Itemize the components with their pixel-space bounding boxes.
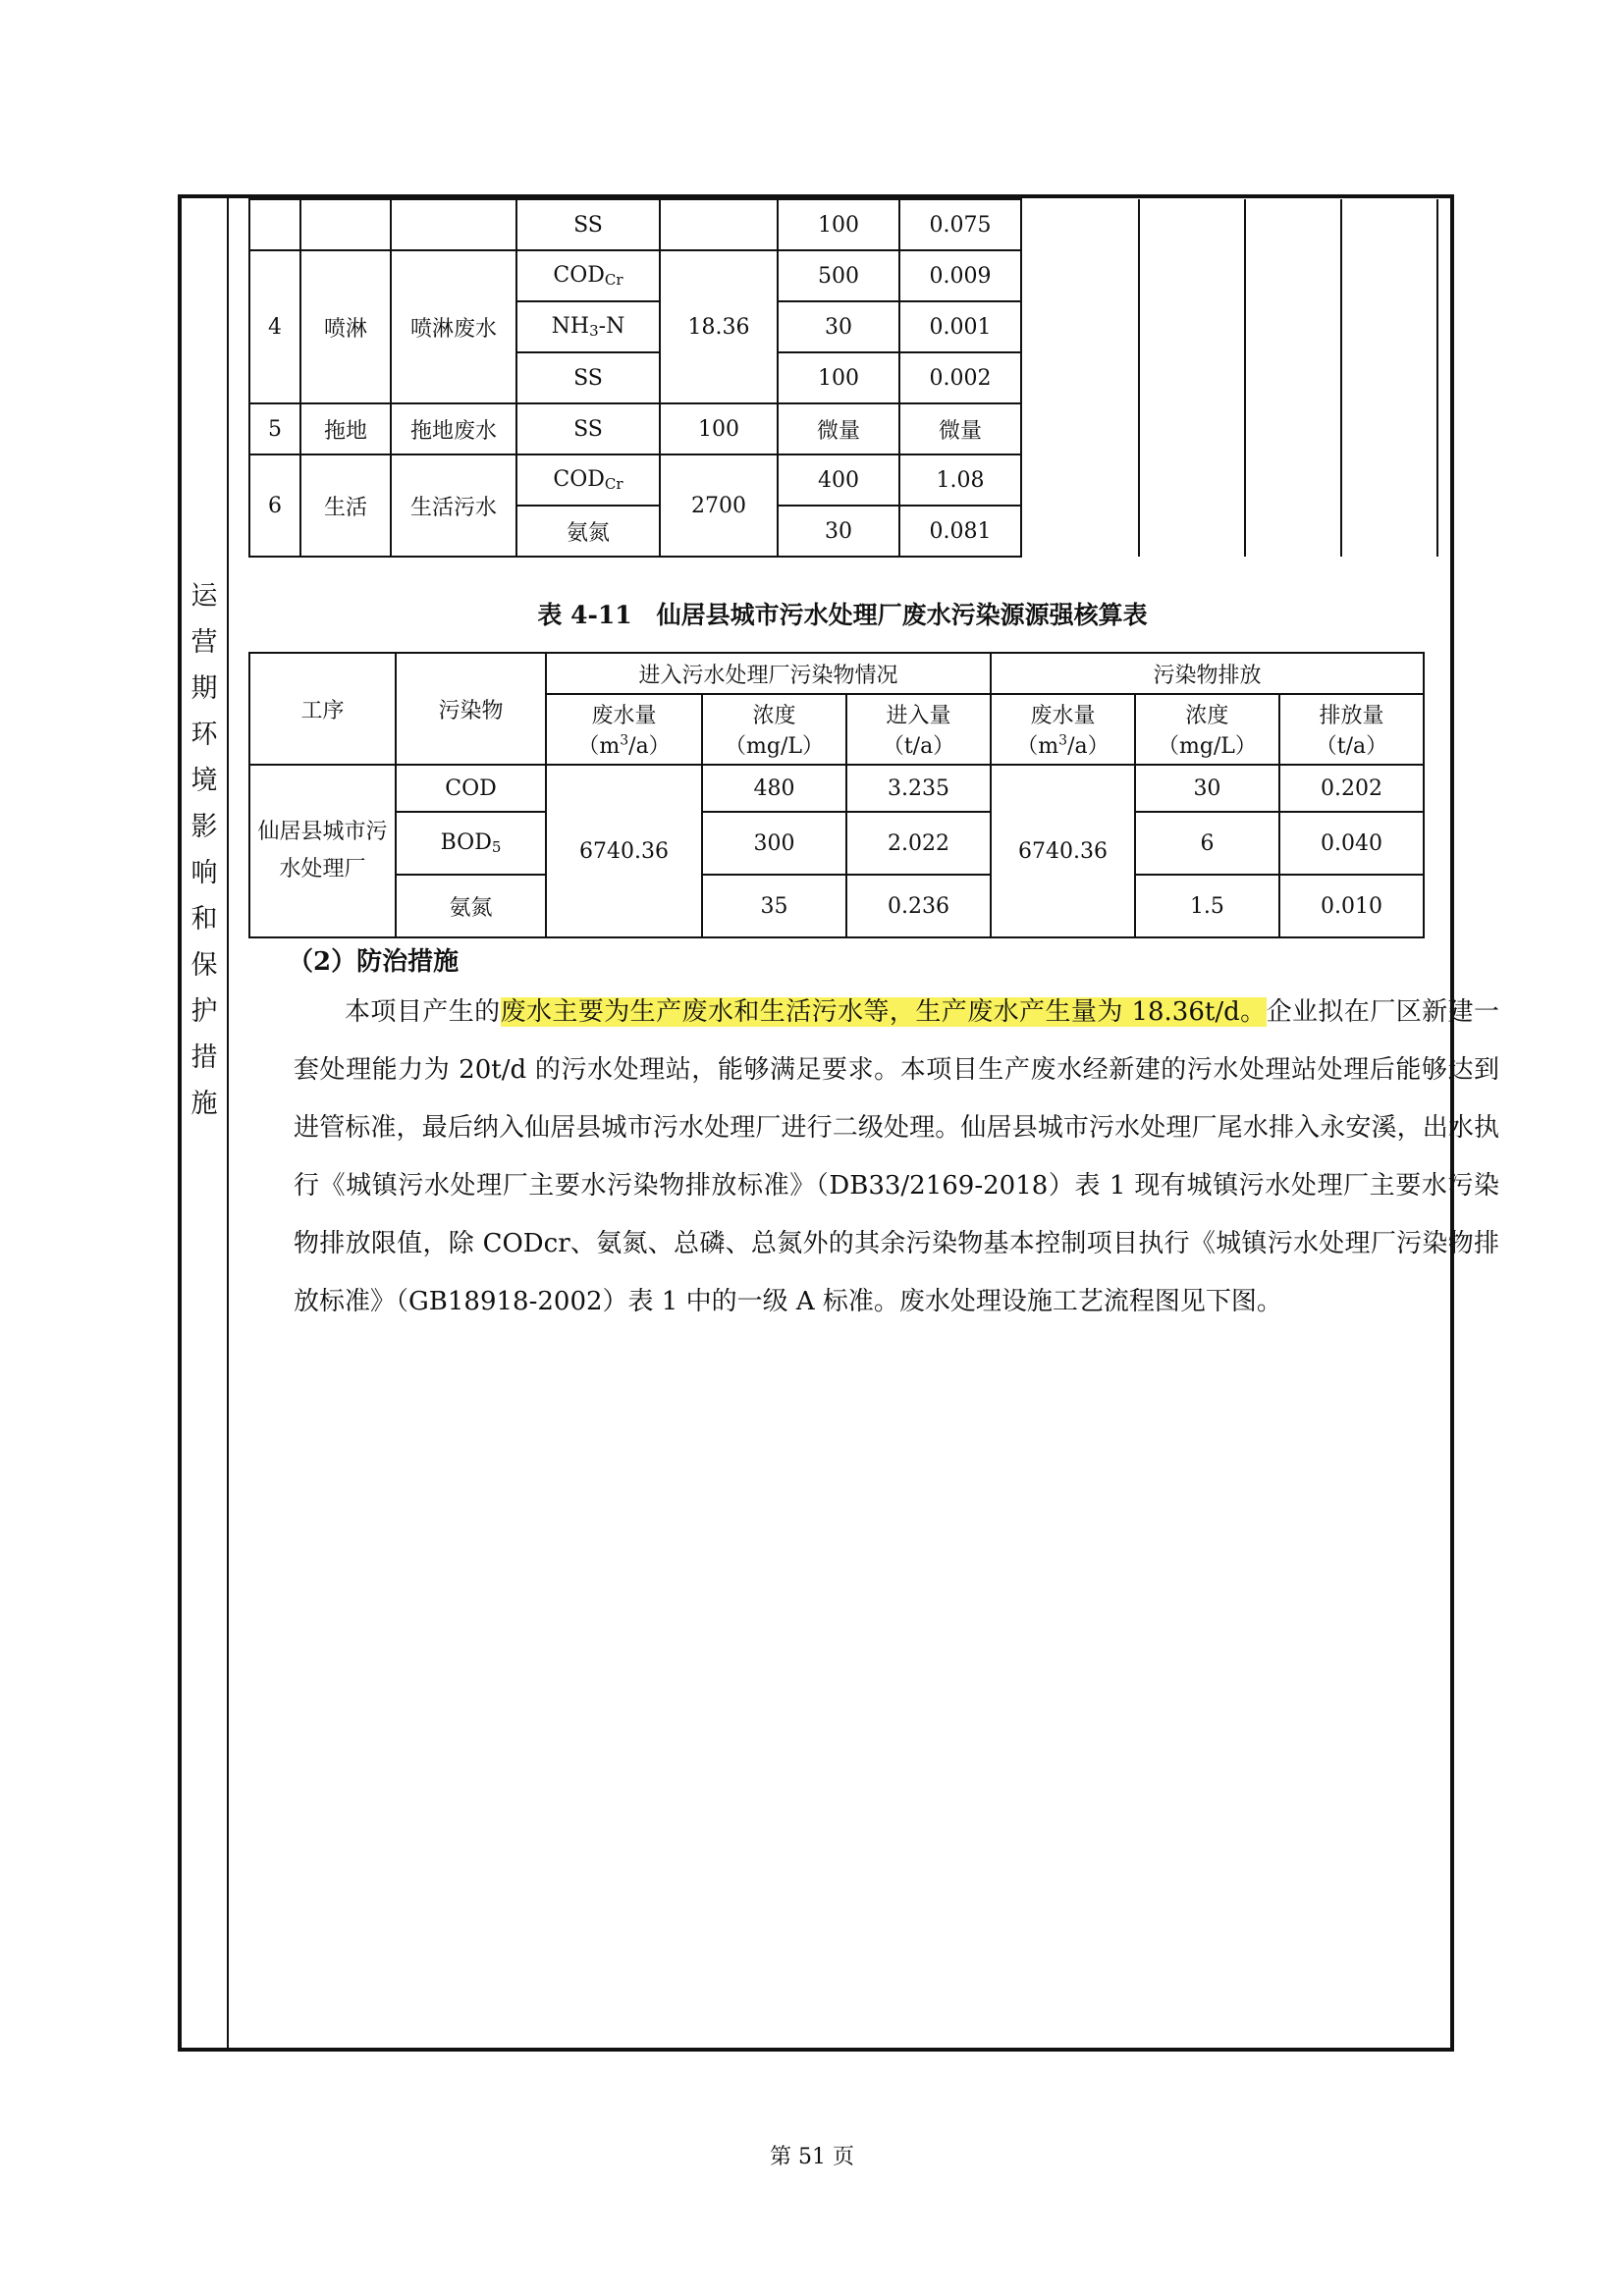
unit-text: （m [1016,734,1059,759]
cell [516,250,660,301]
pollutant-sub: 3 [589,322,599,340]
unit-sup: 3 [1058,732,1068,749]
unit-text: （m [577,734,621,759]
cell: 30 [778,301,899,352]
side-char: 期 [190,673,218,704]
wastewater-source-table [248,198,1438,558]
header-cell [1135,694,1279,765]
pollutant-sub: Cr [604,475,623,493]
unit-text: （t/a） [1315,734,1388,759]
header-text: 排放量 [1319,704,1384,728]
pollutant-sub: Cr [604,271,623,289]
cell: COD [396,765,546,812]
cell: 6740.36 [991,765,1135,937]
cell: 35 [702,875,846,937]
cell: 0.040 [1279,812,1424,875]
cell: 2700 [660,454,778,557]
cell [1139,199,1245,557]
cell: 400 [778,454,899,506]
header-cell [702,694,846,765]
cell: 氨氮 [516,506,660,557]
header-cell [991,694,1135,765]
pollutant-text: NH [551,314,590,339]
side-char: 保 [190,950,218,981]
cell [516,301,660,352]
cell: 6 [1135,812,1279,875]
header-cell [846,694,991,765]
header-cell: 进入污水处理厂污染物情况 [546,653,991,694]
cell: 0.010 [1279,875,1424,937]
cell: 5 [249,403,300,454]
cell: 仙居县城市污水处理厂 [249,765,396,937]
pollutant-text: COD [553,467,605,492]
unit-text: /a） [628,734,671,759]
cell: 100 [660,403,778,454]
pollutant-text: COD [553,263,605,288]
cell: 30 [1135,765,1279,812]
side-char: 境 [190,766,218,796]
cell: 18.36 [660,250,778,403]
cell [516,454,660,506]
header-text: 浓度 [1185,704,1229,728]
side-column [182,198,229,2048]
header-cell [1279,694,1424,765]
cell: 0.009 [899,250,1021,301]
cell: SS [516,352,660,403]
cell: SS [516,199,660,250]
unit-text: （mg/L） [725,734,825,759]
cell: 拖地 [300,403,391,454]
cell: SS [516,403,660,454]
cell: 0.202 [1279,765,1424,812]
cell: 拖地废水 [391,403,516,454]
cell [249,199,300,250]
cell: 4 [249,250,300,403]
cell [391,199,516,250]
pollutant-tail: -N [598,314,625,339]
header-cell: 污染物排放 [991,653,1424,694]
cell: 生活 [300,454,391,557]
cell: 100 [778,352,899,403]
table-caption: 表 4-11 仙居县城市污水处理厂废水污染源源强核算表 [537,601,1148,629]
section-heading: （2）防治措施 [288,947,460,977]
side-char: 措 [190,1042,218,1073]
cell: 1.5 [1135,875,1279,937]
unit-text: （t/a） [882,734,955,759]
side-label [182,583,227,1137]
cell [1341,199,1437,557]
highlighted-text: 废水主要为生产废水和生活污水等，生产废水产生量为 18.36t/d。 [500,997,1267,1027]
cell: 30 [778,506,899,557]
cell [300,199,391,250]
cell: 0.075 [899,199,1021,250]
cell: 6740.36 [546,765,702,937]
side-char: 营 [190,627,218,658]
content-area [229,198,1499,2048]
table-row [249,875,1424,937]
side-char: 护 [190,996,218,1027]
cell [1021,199,1139,557]
table-row [249,765,1424,812]
cell: 生活污水 [391,454,516,557]
cell: 2.022 [846,812,991,875]
header-cell: 工序 [249,653,396,765]
pollutant-text: BOD [440,830,492,855]
cell [396,812,546,875]
header-text: 进入量 [886,704,951,728]
cell: 3.235 [846,765,991,812]
unit-text: /a） [1067,734,1110,759]
para-text: 企业拟在厂区新建一套处理能力为 20t/d 的污水处理站，能够满足要求。本项目生产废水经新建的污水处理站处理后能够达到进管标准，最后纳入仙居县城市污水处理厂进行二级处理。仙居县城市污水处理厂尾水排入永安溪，出水执行《城镇污水处理厂主要水污染物排放标准》（DB33/2169-2018）表 1 现有城镇污水处理厂主要水污染物排放限值，除 CODcr、氨氮、总磷、总氮外的其余污染物基本控制项目执行《城镇污水处理厂污染物排放标准》（GB18918-2002）表 1 中的一级 A 标准。废水处理设施工艺流程图见下图。 [294,997,1499,1316]
cell: 6 [249,454,300,557]
table-row [249,199,1437,250]
cell: 喷淋废水 [391,250,516,403]
side-char: 响 [190,858,218,888]
sewage-plant-table [248,652,1425,938]
cell: 0.081 [899,506,1021,557]
side-char: 和 [190,904,218,934]
section-paragraph [294,984,1499,1331]
page-number: 第 51 页 [770,2145,854,2169]
page-frame [178,194,1499,2052]
unit-sup: 3 [620,732,629,749]
side-char: 环 [190,720,218,750]
header-text: 浓度 [752,704,796,728]
side-char: 影 [190,812,218,842]
cell: 1.08 [899,454,1021,506]
header-cell [546,694,702,765]
cell: 0.001 [899,301,1021,352]
table-row [249,653,1424,694]
cell: 氨氮 [396,875,546,937]
pollutant-sub: 5 [491,838,502,856]
cell: 微量 [899,403,1021,454]
cell: 500 [778,250,899,301]
cell: 喷淋 [300,250,391,403]
header-cell: 污染物 [396,653,546,765]
header-text: 废水量 [1030,704,1096,728]
cell: 微量 [778,403,899,454]
cell: 0.002 [899,352,1021,403]
table-row [249,812,1424,875]
cell [660,199,778,250]
cell: 100 [778,199,899,250]
side-char: 运 [190,581,218,612]
header-text: 废水量 [591,704,657,728]
para-text: 本项目产生的 [345,997,501,1027]
unit-text: （mg/L） [1157,734,1257,759]
cell: 300 [702,812,846,875]
cell [1245,199,1341,557]
cell: 0.236 [846,875,991,937]
cell: 480 [702,765,846,812]
side-char: 施 [190,1089,218,1119]
